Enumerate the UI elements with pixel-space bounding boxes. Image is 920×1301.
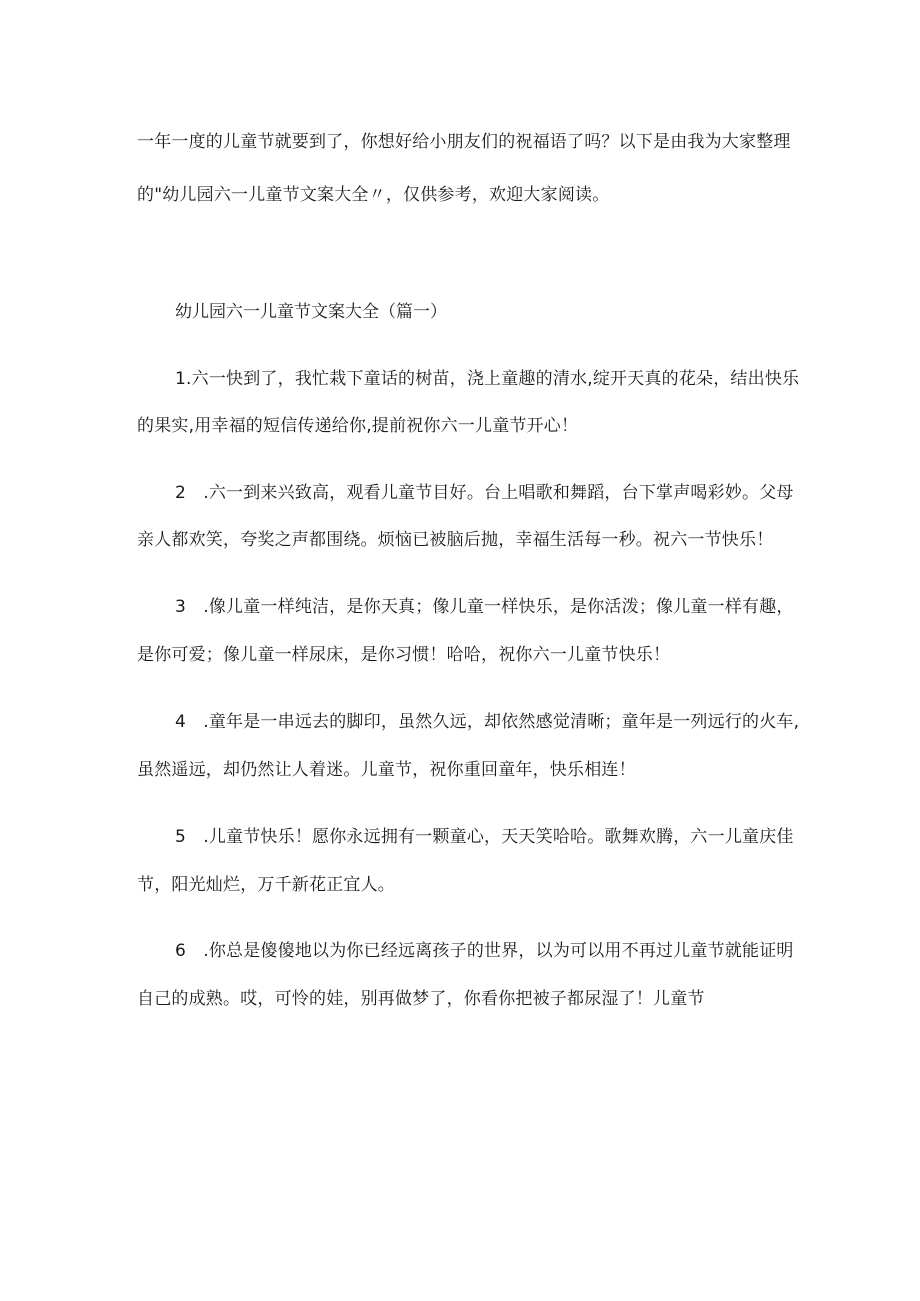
item-3-line-1: 3 .像儿童一样纯洁，是你天真；像儿童一样快乐，是你活泼；像儿童一样有趣， [175,597,794,617]
item-5-line-2: 节，阳光灿烂，万千新花正宜人。 [137,875,395,895]
item-4-line-1: 4 .童年是一串远去的脚印，虽然久远，却依然感觉清晰；童年是一列远行的火车, [175,712,800,732]
item-1-line-1: 1.六一快到了，我忙栽下童话的树苗，浇上童趣的清水,绽开天真的花朵，结出快乐 [175,369,800,389]
item-6-line-2: 自己的成熟。哎，可怜的娃，别再做梦了，你看你把被子都尿湿了！儿童节 [137,989,705,1009]
item-4-line-2: 虽然遥远，却仍然让人着迷。儿童节，祝你重回童年，快乐相连！ [137,760,636,780]
section-title: 幼儿园六一儿童节文案大全（篇一） [175,302,447,322]
intro-line-2: 的"幼儿园六一儿童节文案大全〃，仅供参考，欢迎大家阅读。 [137,185,610,205]
item-6-line-1: 6 .你总是傻傻地以为你已经远离孩子的世界，以为可以用不再过儿童节就能证明 [175,941,794,961]
item-5-line-1: 5 .儿童节快乐！愿你永远拥有一颗童心，天天笑哈哈。歌舞欢腾，六一儿童庆佳 [175,827,794,847]
item-3-line-2: 是你可爱；像儿童一样尿床，是你习惯！哈哈，祝你六一儿童节快乐！ [137,645,671,665]
item-2-line-1: 2 .六一到来兴致高，观看儿童节目好。台上唱歌和舞蹈，台下掌声喝彩妙。父母 [175,483,794,503]
item-2-line-2: 亲人都欢笑，夸奖之声都围绕。烦恼已被脑后抛，幸福生活每一秒。祝六一节快乐！ [137,530,774,550]
item-1-line-2: 的果实,用幸福的短信传递给你,提前祝你六一儿童节开心！ [137,416,579,436]
intro-line-1: 一年一度的儿童节就要到了，你想好给小朋友们的祝福语了吗？以下是由我为大家整理 [137,132,791,152]
